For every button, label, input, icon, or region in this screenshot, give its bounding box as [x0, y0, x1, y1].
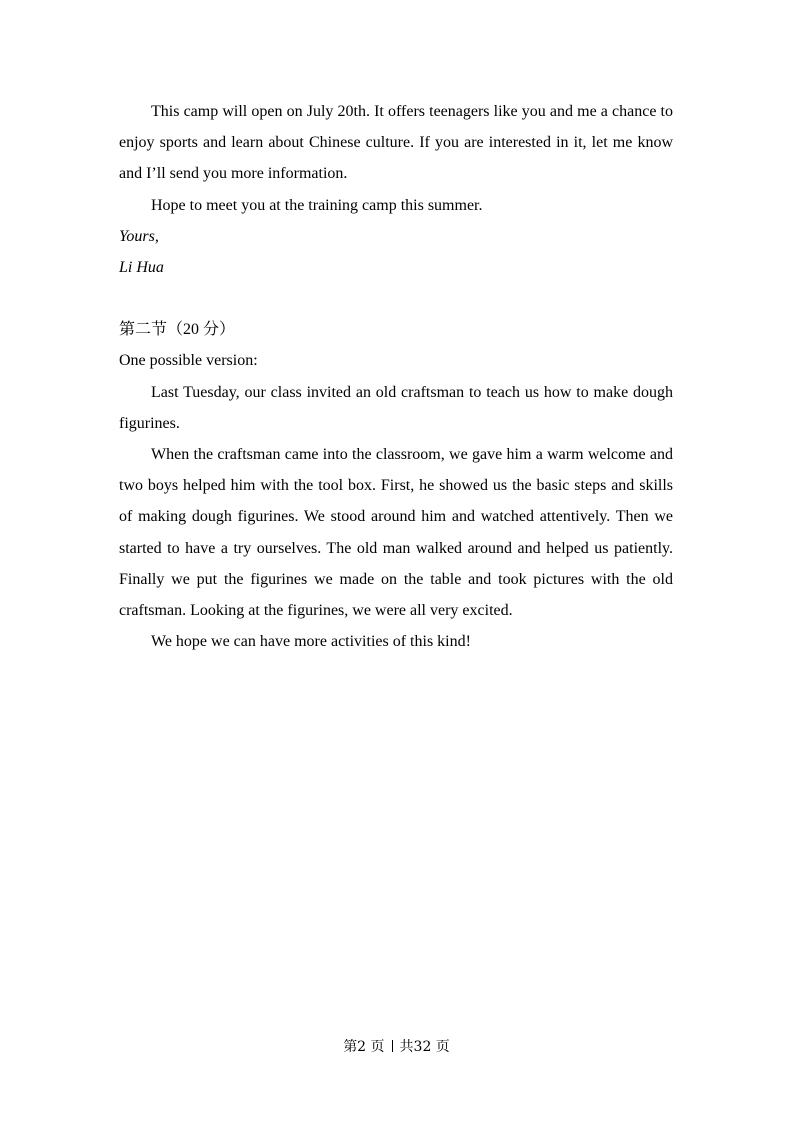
paragraph-hope-to-meet: Hope to meet you at the training camp this summer.	[151, 196, 483, 214]
paragraph-intro-event: Last Tuesday, our class invited an old craftsman to teach us how to make dough figurines.	[119, 383, 673, 432]
section-spacer	[119, 283, 673, 314]
total-pages: 共32 页	[399, 1039, 450, 1055]
footer-separator	[392, 1040, 393, 1052]
letter-signature: Li Hua	[119, 259, 164, 277]
section-heading: 第二节（20 分）	[119, 321, 236, 339]
paragraph-event-details: When the craftsman came into the classroom, we gave him a warm welcome and two boys helped him with the tool box. First, he showed us the basic steps and skills of making dough figurines. We stood around him and watched attentively. Then we started to have a try ourselves. The old man walked around and helped us patiently. Finally we put the figurines we made on the table and took pictures with the old craftsman. Looking at the figurines, we were all very excited.	[119, 446, 673, 620]
letter-closing: Yours,	[119, 227, 159, 245]
document-body	[119, 96, 673, 657]
version-intro: One possible version:	[119, 352, 258, 370]
paragraph-camp-info: This camp will open on July 20th. It offers teenagers like you and me a chance to enjoy sports and learn about Chinese culture. If you are interested in it, let me know and I’ll send you more information.	[119, 103, 673, 183]
current-page-number: 第2 页	[343, 1039, 385, 1055]
page-footer	[0, 1036, 793, 1058]
paragraph-conclusion: We hope we can have more activities of this kind!	[151, 633, 471, 651]
